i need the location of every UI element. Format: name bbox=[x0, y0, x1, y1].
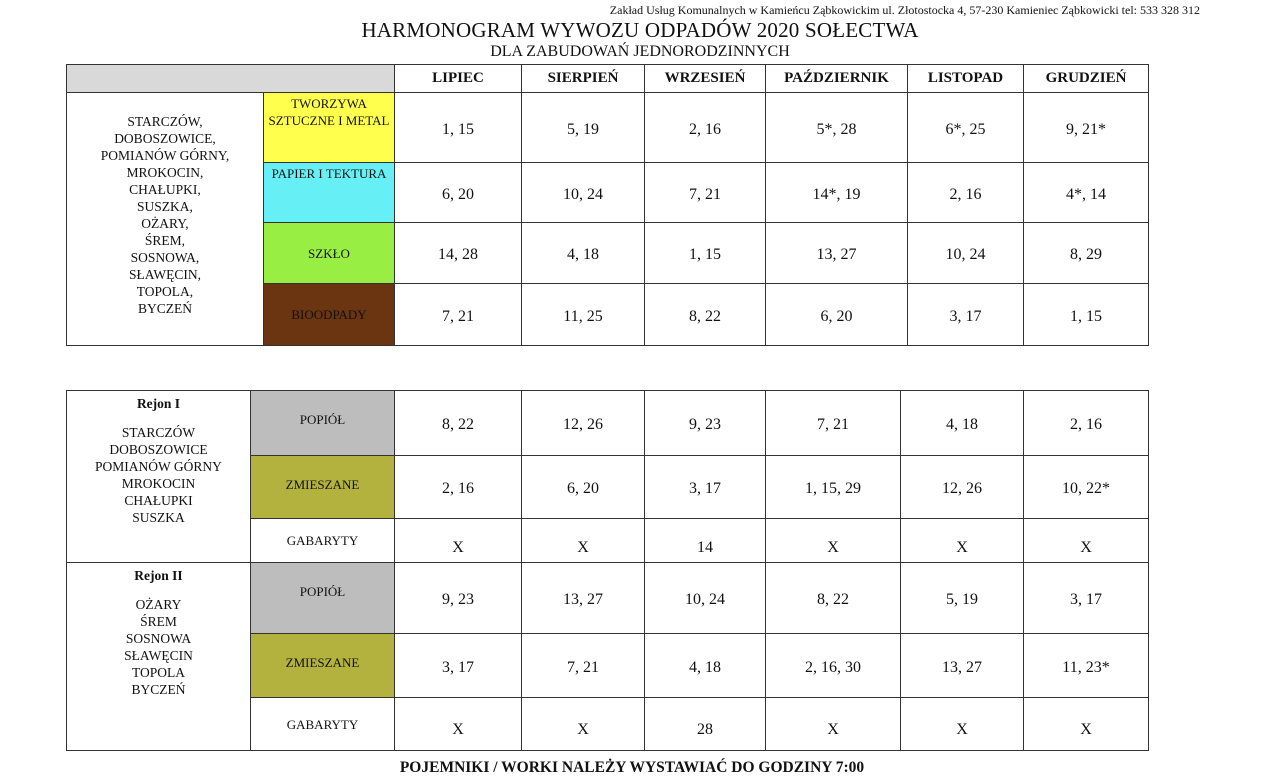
village-name: CHAŁUPKI, bbox=[129, 182, 201, 197]
date-cell: X bbox=[766, 698, 901, 751]
region-title: Rejon II bbox=[134, 568, 183, 583]
region-title: Rejon I bbox=[136, 396, 181, 411]
date-cell: 1, 15 bbox=[395, 93, 522, 163]
date-cell: 7, 21 bbox=[522, 634, 645, 698]
month-header: SIERPIEŃ bbox=[522, 65, 645, 93]
date-cell: 10, 22* bbox=[1024, 456, 1149, 519]
date-cell: X bbox=[901, 519, 1024, 563]
date-cell: 8, 22 bbox=[645, 284, 766, 346]
month-header-row bbox=[67, 65, 1149, 93]
date-cell: 4, 18 bbox=[901, 391, 1024, 456]
month-header: LIPIEC bbox=[395, 65, 522, 93]
date-cell: 1, 15 bbox=[1024, 284, 1149, 346]
village-name: ŚREM bbox=[140, 614, 177, 629]
waste-type-bulky: GABARYTY bbox=[251, 698, 395, 751]
date-cell: 7, 21 bbox=[395, 284, 522, 346]
date-cell: X bbox=[1024, 698, 1149, 751]
date-cell: 10, 24 bbox=[522, 163, 645, 223]
village-name: DOBOSZOWICE, bbox=[114, 131, 216, 146]
date-cell: 14, 28 bbox=[395, 223, 522, 284]
footer-note bbox=[0, 759, 1280, 777]
date-cell: 9, 21* bbox=[1024, 93, 1149, 163]
date-cell: X bbox=[901, 698, 1024, 751]
village-name: SUSZKA, bbox=[137, 199, 193, 214]
month-header: WRZESIEŃ bbox=[645, 65, 766, 93]
month-header: GRUDZIEŃ bbox=[1024, 65, 1149, 93]
date-cell: 4, 18 bbox=[645, 634, 766, 698]
waste-type-bio: BIOODPADY bbox=[264, 284, 395, 346]
page-title: HARMONOGRAM WYWOZU ODPADÓW 2020 SOŁECTWA bbox=[361, 18, 919, 42]
date-cell: 10, 24 bbox=[908, 223, 1024, 284]
waste-type-ash: POPIÓŁ bbox=[251, 391, 395, 456]
schedule-table-segregated bbox=[66, 64, 1149, 346]
company-contact-line: Zakład Usług Komunalnych w Kamieńcu Ząbkowickim ul. Złotostocka 4, 57-230 Kamieniec Ząbkowicki tel: 533 328 312 bbox=[609, 3, 1200, 17]
date-cell: 3, 17 bbox=[395, 634, 522, 698]
waste-type-glass: SZKŁO bbox=[264, 223, 395, 284]
date-cell: 2, 16 bbox=[395, 456, 522, 519]
village-name: SOSNOWA, bbox=[130, 250, 200, 265]
date-cell: 4, 18 bbox=[522, 223, 645, 284]
date-cell: 6, 20 bbox=[766, 284, 908, 346]
region1-village-list bbox=[67, 391, 251, 563]
date-cell: 7, 21 bbox=[766, 391, 901, 456]
village-name: POMIANÓW GÓRNY bbox=[95, 459, 222, 474]
date-cell: 4*, 14 bbox=[1024, 163, 1149, 223]
region2-village-list bbox=[67, 563, 251, 751]
date-cell: 12, 26 bbox=[901, 456, 1024, 519]
date-cell: 8, 29 bbox=[1024, 223, 1149, 284]
village-name: BYCZEŃ bbox=[138, 301, 192, 316]
date-cell: X bbox=[395, 698, 522, 751]
date-cell: 13, 27 bbox=[766, 223, 908, 284]
date-cell: 5, 19 bbox=[522, 93, 645, 163]
date-cell: 3, 17 bbox=[1024, 563, 1149, 634]
village-name: TOPOLA, bbox=[136, 284, 194, 299]
waste-type-paper: PAPIER I TEKTURA bbox=[264, 163, 395, 223]
date-cell: 14 bbox=[645, 519, 766, 563]
village-name: MROKOCIN bbox=[121, 476, 196, 491]
village-name: CHAŁUPKI bbox=[124, 493, 193, 508]
page-subtitle: DLA ZABUDOWAŃ JEDNORODZINNYCH bbox=[490, 43, 790, 60]
village-name: TOPOLA bbox=[131, 665, 185, 680]
header-blank-cell bbox=[67, 65, 395, 93]
village-name: OŻARY, bbox=[141, 216, 189, 231]
village-name: POMIANÓW GÓRNY, bbox=[100, 148, 230, 163]
date-cell: 9, 23 bbox=[395, 563, 522, 634]
date-cell: 6*, 25 bbox=[908, 93, 1024, 163]
date-cell: 5*, 28 bbox=[766, 93, 908, 163]
village-name: SOSNOWA bbox=[125, 631, 192, 646]
schedule-table-regions bbox=[66, 390, 1149, 751]
village-name: SUSZKA bbox=[132, 510, 185, 525]
date-cell: 1, 15, 29 bbox=[766, 456, 901, 519]
village-name: SŁAWĘCIN bbox=[124, 648, 193, 663]
date-cell: 8, 22 bbox=[766, 563, 901, 634]
date-cell: 13, 27 bbox=[901, 634, 1024, 698]
village-name: OŻARY bbox=[135, 597, 182, 612]
waste-type-ash: POPIÓŁ bbox=[251, 563, 395, 634]
village-name: ŚREM, bbox=[144, 233, 186, 248]
date-cell: 5, 19 bbox=[901, 563, 1024, 634]
date-cell: 2, 16 bbox=[645, 93, 766, 163]
village-name: MROKOCIN, bbox=[126, 165, 204, 180]
date-cell: 3, 17 bbox=[908, 284, 1024, 346]
month-header: PAŹDZIERNIK bbox=[766, 65, 908, 93]
waste-row-plastics bbox=[67, 93, 1149, 163]
village-name: DOBOSZOWICE bbox=[109, 442, 208, 457]
footer-text: POJEMNIKI / WORKI NALEŻY WYSTAWIAĆ DO GODZINY 7:00 bbox=[399, 759, 865, 776]
village-name: SŁAWĘCIN, bbox=[128, 267, 202, 282]
waste-type-plastics: TWORZYWA SZTUCZNE I METAL bbox=[264, 93, 395, 163]
village-name: BYCZEŃ bbox=[131, 682, 186, 697]
date-cell: 2, 16 bbox=[1024, 391, 1149, 456]
date-cell: 10, 24 bbox=[645, 563, 766, 634]
date-cell: X bbox=[1024, 519, 1149, 563]
date-cell: 2, 16 bbox=[908, 163, 1024, 223]
waste-type-bulky: GABARYTY bbox=[251, 519, 395, 563]
date-cell: 3, 17 bbox=[645, 456, 766, 519]
date-cell: 7, 21 bbox=[645, 163, 766, 223]
region2-row-ash bbox=[67, 563, 1149, 634]
date-cell: X bbox=[522, 698, 645, 751]
date-cell: 8, 22 bbox=[395, 391, 522, 456]
date-cell: 14*, 19 bbox=[766, 163, 908, 223]
date-cell: 9, 23 bbox=[645, 391, 766, 456]
date-cell: 1, 15 bbox=[645, 223, 766, 284]
village-name: STARCZÓW, bbox=[127, 114, 203, 129]
date-cell: 28 bbox=[645, 698, 766, 751]
village-list bbox=[67, 93, 264, 346]
date-cell: 6, 20 bbox=[522, 456, 645, 519]
region1-row-ash bbox=[67, 391, 1149, 456]
date-cell: 11, 23* bbox=[1024, 634, 1149, 698]
date-cell: 6, 20 bbox=[395, 163, 522, 223]
month-header: LISTOPAD bbox=[908, 65, 1024, 93]
village-name: STARCZÓW bbox=[121, 425, 196, 440]
date-cell: 2, 16, 30 bbox=[766, 634, 901, 698]
date-cell: X bbox=[522, 519, 645, 563]
date-cell: 13, 27 bbox=[522, 563, 645, 634]
date-cell: 11, 25 bbox=[522, 284, 645, 346]
waste-type-mixed: ZMIESZANE bbox=[251, 456, 395, 519]
date-cell: X bbox=[395, 519, 522, 563]
date-cell: X bbox=[766, 519, 901, 563]
date-cell: 12, 26 bbox=[522, 391, 645, 456]
waste-type-mixed: ZMIESZANE bbox=[251, 634, 395, 698]
